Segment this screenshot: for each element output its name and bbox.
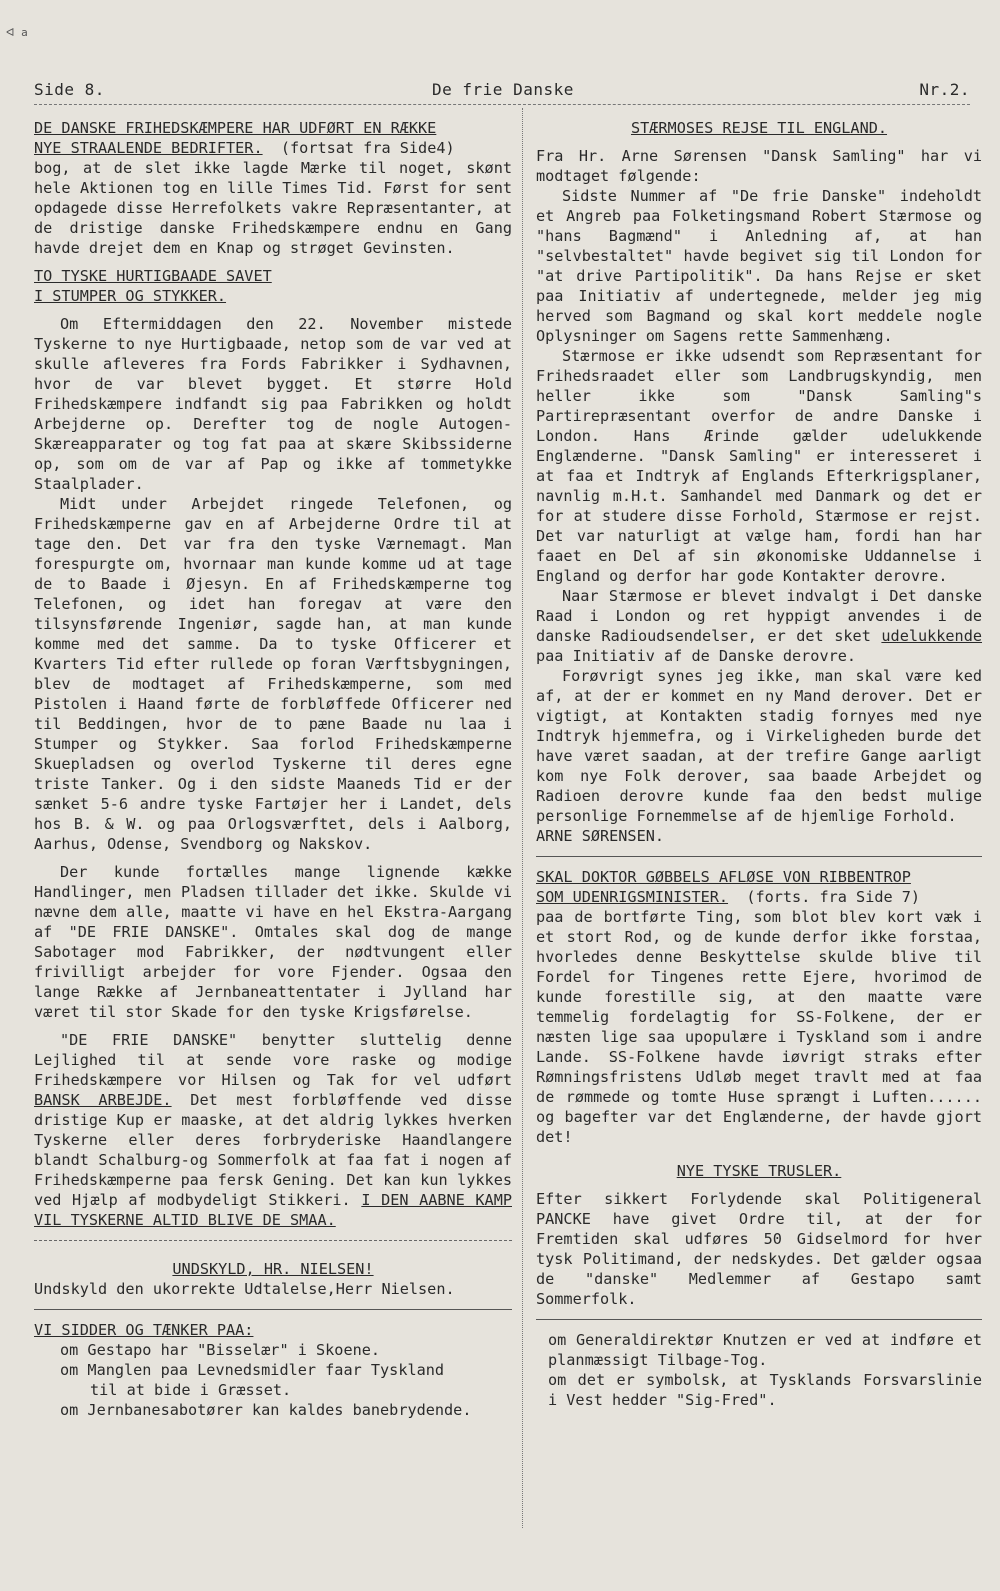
- issue-number: Nr.2.: [919, 80, 970, 99]
- newspaper-title: De frie Danske: [432, 80, 574, 99]
- paragraph: [536, 586, 982, 666]
- section-rule: [536, 856, 982, 857]
- right-column: [536, 118, 982, 1410]
- article-title-cont: NYE STRAALENDE BEDRIFTER.: [34, 139, 263, 157]
- article-title: UNDSKYLD, HR. NIELSEN!: [172, 1260, 374, 1278]
- corner-mark: ᐊ a: [6, 26, 28, 39]
- article-body: paa de bortførte Ting, som blot blev kort væk i et stort Rod, og de kunde derfor ikke forstaa, hvorledes denne Beskyttelse skulde blive til Fordel for Tingenes rette Ejere, hvorimod de kunde forestille sig, at den maatte være temmelig fordelagtig for SS-Folkene, der er næsten lige saa upopulære i Tyskland som i andre Lande. SS-Folkene havde iøvrigt straks efter Rømningsfristens Udløb meget travlt med at faa de rømmede og tomte Huse sprængt i Luften...... og bagefter var det Englænderne, der havde gjort det!: [536, 908, 982, 1146]
- section-rule: [34, 1309, 512, 1310]
- article-body: Undskyld den ukorrekte Udtalelse,Herr Nielsen.: [34, 1280, 455, 1298]
- emphasis-text: udelukkende: [881, 627, 982, 645]
- article-title: NYE TYSKE TRUSLER.: [676, 1162, 842, 1180]
- article-staermose: [536, 118, 982, 846]
- paragraph: Sidste Nummer af "De frie Danske" indeholdt et Angreb paa Folketingsmand Robert Stærmose og "hans Bagmænd" i Anledning af, at han "selvbestaltet" havde begivet sig til London for "at drive Partipolitik". Da hans Rejse er sket paa Initiativ af undertegnede, melder jeg mig herved som Bagmand og skal kort meddele nogle Oplysninger om Sagens rette Sammenhæng.: [536, 187, 982, 345]
- list-item: om Gestapo har "Bisselær" i Skoene.: [60, 1341, 381, 1359]
- section-rule: [536, 1319, 982, 1320]
- article-vi-sidder-cont: [536, 1330, 982, 1410]
- continued-note: (fortsat fra Side4): [280, 139, 455, 157]
- article-hurtigbaade: [34, 266, 512, 1230]
- paragraph: Der kunde fortælles mange lignende kække Handlinger, men Pladsen tillader det ikke. Skulde vi nævne dem alle, maatte vi have en hel Ekstra-Aargang af "DE FRIE DANSKE". Omtales skal dog de mange Sabotager mod Fabrikker, der nødtvungent eller frivilligt arbejder for vore Fjender. Ogsaa den lange Række af Jernbaneattentater i Jylland har været til stor Skade for den tyske Krigsførelse.: [34, 863, 512, 1021]
- emphasis-text: I DEN AABNE KAMP VIL TYSKERNE ALTID BLIVE DE SMAA.: [34, 1191, 512, 1229]
- header-rule: [34, 104, 970, 105]
- column-divider: [522, 108, 523, 1528]
- article-vi-sidder: [34, 1320, 512, 1420]
- paragraph: Forøvrigt synes jeg ikke, man skal være ked af, at der er kommet en ny Mand derover. Det er vigtigt, at Kontakten stadig fornyes med nye Indtryk hjemmefra, og i Virkeligheden burde det have været saadan, at der trefire Gange aarligt kom nye Folk derover, saa baade Arbejdet og Radioen derovre kunde faa den bedst mulige personlige Fornemmelse af de hjemlige Forhold.: [536, 667, 982, 825]
- article-title: DE DANSKE FRIHEDSKÆMPERE HAR UDFØRT EN RÆKKE: [34, 119, 437, 137]
- paragraph-text: Det mest forbløffende ved disse dristige Kup er maaske, at det aldrig lykkes hverken Tyskerne eller deres forbryderiske Haandlangere blandt Schalburg-og Sommerfolk at faa fat i nogen af Frihedskæmperne paa fersk Gening. Det kan kun lykkes ved Hjælp af modbydeligt Stikkeri.: [34, 1091, 512, 1209]
- article-body: Efter sikkert Forlydende skal Politigeneral PANCKE have givet Ordre til, at der for Fremtiden skal udføres 50 Gidselmord for hver tysk Politimand, der nedskydes. Det gælder ogsaa de "danske" Medlemmer af Gestapo samt Sommerfolk.: [536, 1190, 982, 1308]
- continued-note: (forts. fra Side 7): [746, 888, 921, 906]
- paragraph: Stærmose er ikke udsendt som Repræsentant for Frihedsraadet eller som Landbrugskyndig, men heller ikke som "Dansk Samling"s Partirepræsentant overfor de andre Danske i London. Hans Ærinde gælder udelukkende Englænderne. "Dansk Samling" er interesseret i at faa et Indtryk af Englands Efterkrigsplaner, navnlig m.H.t. Samhandel med Danmark og det er for at studere disse Forhold, Stærmose er rejst. Det var naturligt at vælge ham, fordi han har faaet en Del af sin økonomiske Uddannelse i England og derfor har gode Kontakter derovre.: [536, 347, 982, 585]
- article-title-line2: [34, 138, 512, 158]
- page-header: [34, 80, 970, 104]
- paragraph: [34, 1030, 512, 1230]
- article-body: bog, at de slet ikke lagde Mærke til noget, skønt hele Aktionen tog en lille Times Tid. Først for sent opdagede disse Herrefolkets vakre Repræsentanter, at de dristige danske Frihedskæmpere endnu en Gang havde drejet dem en Knap og strøget Gevinsten.: [34, 159, 512, 257]
- emphasis-text: BANSK ARBEJDE.: [34, 1091, 172, 1109]
- list-item-cont: til at bide i Græsset.: [90, 1381, 292, 1399]
- article-title: STÆRMOSES REJSE TIL ENGLAND.: [630, 119, 888, 137]
- article-title-cont: SOM UDENRIGSMINISTER.: [536, 888, 729, 906]
- paragraph-text: Naar Stærmose er blevet indvalgt i Det danske Raad i London og ret hyppigt anvendes i de danske Radioudsendelser, er det sket: [536, 587, 982, 645]
- list-item: om Generaldirektør Knutzen er ved at indføre et planmæssigt Tilbage-Tog.: [548, 1331, 982, 1369]
- list-item: om det er symbolsk, at Tysklands Forsvarslinie i Vest hedder "Sig-Fred".: [548, 1371, 982, 1409]
- article-intro: Fra Hr. Arne Sørensen "Dansk Samling" har vi modtaget følgende:: [536, 147, 982, 185]
- list-item: om Manglen paa Levnedsmidler faar Tyskland: [60, 1361, 445, 1379]
- article-title-line2: I STUMPER OG STYKKER.: [34, 287, 227, 305]
- list-item: om Jernbanesabotører kan kaldes banebrydende.: [60, 1401, 472, 1419]
- section-rule: [34, 1240, 512, 1241]
- left-column: [34, 118, 512, 1420]
- paragraph: Midt under Arbejdet ringede Telefonen, og Frihedskæmperne gav en af Arbejderne Ordre til at tage den. Det var fra den tyske Værnemagt. Man forespurgte om, hvornaar man kunde komme ud at tage de to Baade i Øjesyn. En af Frihedskæmperne tog Telefonen, og idet han foregav at være den tilsynsførende Ingeniør, sagde han, at man kunde komme med det samme. Da to tyske Officerer et Kvarters Tid efter rullede op foran Værftsbygningen, blev de modtaget af Frihedskæmperne, som med Pistolen i Haand førte de forbløffede Officerer ned til Beddingen, hvor de to pæne Baade nu laa i Stumper og Stykker. Saa forlod Frihedskæmperne Skuepladsen og overlod Tyskerne til deres egne triste Tanker. Og i den sidste Maaneds Tid er der sænket 5-6 andre tyske Fartøjer her i Landet, dels hos B. & W. og paa Orlogsværftet, dels i Aalborg, Aarhus, Odense, Svendborg og Nakskov.: [34, 495, 512, 853]
- page-number: Side 8.: [34, 80, 105, 99]
- article-title: VI SIDDER OG TÆNKER PAA:: [34, 1321, 254, 1339]
- article-gobbels: [536, 867, 982, 1147]
- article-frihedskaempere: [34, 118, 512, 258]
- paragraph-text: paa Initiativ af de Danske derovre.: [536, 647, 857, 665]
- signature: ARNE SØRENSEN.: [536, 827, 665, 845]
- article-title-line2: [536, 887, 982, 907]
- article-trusler: [536, 1161, 982, 1309]
- article-title: TO TYSKE HURTIGBAADE SAVET: [34, 267, 272, 285]
- paragraph: Om Eftermiddagen den 22. November mistede Tyskerne to nye Hurtigbaade, netop som de var ved at skulle afleveres fra Fords Fabrikker i Sydhavnen, hvor de var blevet bygget. Et større Hold Frihedskæmpere indfandt sig paa Fabrikken og holdt Arbejderne op. Derefter tog de nogle Autogen-Skæreapparater og tog fat paa at skære Skibssiderne op, som om de var af Pap og ikke af tommetykke Staalplader.: [34, 315, 512, 493]
- paragraph-text: "DE FRIE DANSKE" benytter sluttelig denne Lejlighed til at sende vore raske og modige Frihedskæmpere vor Hilsen og Tak for vel udført: [34, 1031, 512, 1089]
- article-undskyld: [34, 1259, 512, 1299]
- article-title: SKAL DOKTOR GØBBELS AFLØSE VON RIBBENTROP: [536, 868, 911, 886]
